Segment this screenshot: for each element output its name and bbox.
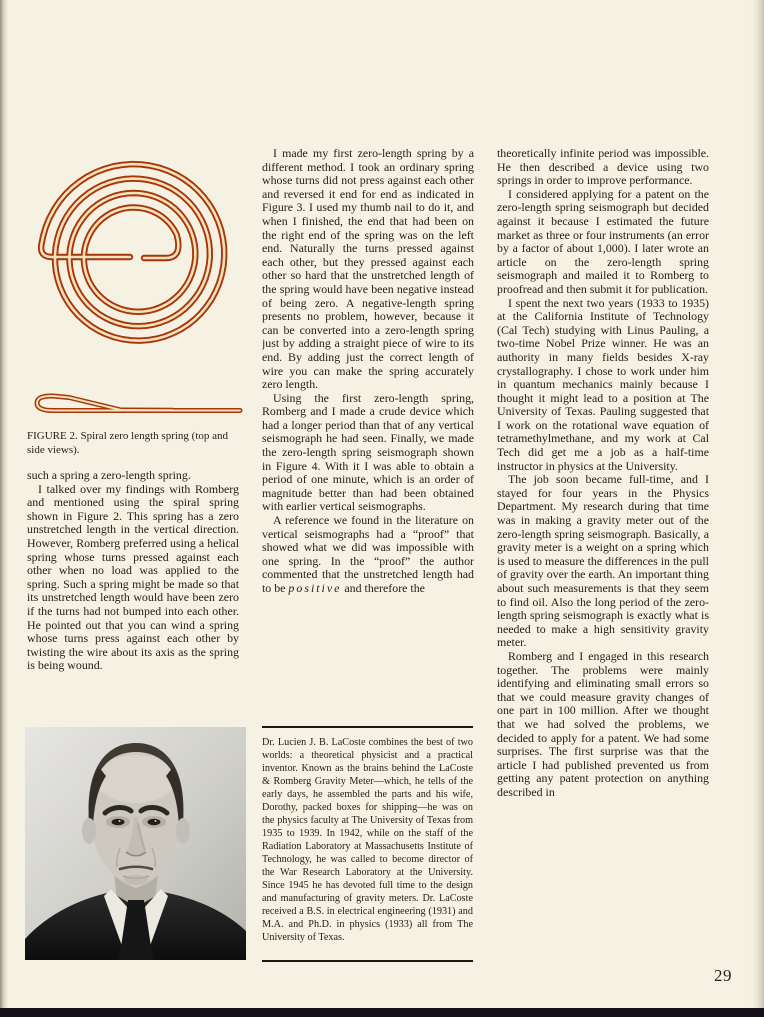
paragraph	[497, 650, 709, 800]
portrait-illustration	[25, 727, 246, 960]
text-segment: Romberg and I engaged in this research together. The problems were mainly identifying and eliminating small errors so that we could measure gravity changes of one part in 100 million. After we thought that we had solved the problems, we decided to apply for a patent. We had some surprises. The first surprise was that the article I had published prevented us from getting any patent protection on anything described in	[497, 648, 709, 799]
paragraph	[497, 297, 709, 474]
text-segment: and therefore the	[341, 581, 425, 595]
text-column-left	[27, 469, 239, 673]
figure2-caption: FIGURE 2. Spiral zero length spring (top and side views).	[27, 430, 229, 456]
text-column-middle	[262, 147, 474, 596]
lacoste-portrait-photo	[25, 727, 246, 960]
spiral-side-view	[37, 396, 240, 411]
paragraph	[262, 147, 474, 392]
text-segment: theoretically infinite period was impossible. He then described a device using two springs in order to improve performance.	[497, 147, 709, 188]
paragraph	[497, 473, 709, 650]
paragraph	[27, 469, 239, 483]
text-segment: Using the first zero-length spring, Romberg and I made a crude device which had a longer period than that of any vertical seismograph he had seen. Finally, we made the zero-length spring seismograph shown in Figure 4. With it I was able to obtain a period of one minute, which is an order of magnitude better than had been obtained with earlier vertical seismographs.	[262, 390, 474, 514]
paragraph	[262, 736, 473, 944]
spiral-spring-drawing	[23, 133, 248, 425]
text-segment: A reference we found in the literature on vertical seismographs had a “proof” that showed what we did was impossible with one spring. In the “proof” the author commented that the unstretched length had to be	[262, 513, 474, 595]
text-segment: I considered applying for a patent on the zero-length spring seismograph but decided against it because I estimated the future market as three or four instruments (an error by a factor of about 1,000). I later wrote an article on the zero-length spring seismograph and mailed it to Romberg to proofread and then submit it for publication.	[497, 186, 709, 296]
page-number: 29	[714, 966, 732, 985]
text-segment: I made my first zero-length spring by a different method. I took an ordinary spring whose turns did not press against each other and reversed it end for end as indicated in Figure 3. I used my thumb nail to do it, and when I finished, the end that had been on the right end of the spring was on the left end. Naturally the turns pressed against each other, but they pressed against each other so hard that the unstretched length of the spring would have been negative instead of being zero. A negative-length spring presents no problem, however, because it can be converted into a zero-length spring just by adding a straight piece of wire to its end. By adding just the correct length of wire you can make the spring accurately zero length.	[262, 147, 474, 392]
paragraph	[262, 514, 474, 596]
page-bottom-edge	[0, 1008, 764, 1017]
text-column-right	[497, 147, 709, 800]
page-left-binding-shadow	[0, 0, 8, 1017]
text-segment: I spent the next two years (1933 to 1935) at the California Institute of Technology (Cal Tech) studying with Linus Pauling, a two-time Nobel Prize winner. He was an authority in many fields besides X-ray crystallography. I chose to work under him in quantum mechanics mainly because I thought it might lead to a position at The University of Texas. Pauling suggested that I work on the rotational wave equation of tetramethylmethane, and my work at Cal Tech did get me a job as a half-time instructor in physics at the University.	[497, 295, 709, 473]
italic-text: positive	[288, 581, 342, 595]
paragraph	[27, 483, 239, 673]
author-bio-block	[262, 726, 473, 962]
paragraph	[497, 188, 709, 297]
page-right-edge-shadow	[751, 0, 764, 1017]
text-segment: I talked over my findings with Romberg and mentioned using the spiral spring shown in Figure 2. This spring has a zero unstretched length in the vertical direction. However, Romberg preferred using a helical spring whose turns pressed against each other when no load was applied to the spring. Such a spring might be made so that its unstretched length would have been zero if the turns had not bumped into each other. He pointed out that you can wind a spring whose turns press against each other by twisting the wire about its axis as the spring is being wound.	[27, 481, 239, 673]
text-segment: Dr. Lucien J. B. LaCoste combines the best of two worlds: a theoretical physicist and a practical inventor. Known as the brains behind the LaCoste & Romberg Gravity Meter—which, he tells of the early days, he assembled the parts and his wife, Dorothy, packed boxes for shipping—he was on the physics faculty at The University of Texas from 1935 to 1939. In 1942, while on the staff of the Radiation Laboratory at Massachusetts Institute of Technology, he was called to become director of the War Research Laboratory at the University. Since 1945 he has devoted full time to the design and manufacturing of gravity meters. Dr. LaCoste received a B.S. in electrical engineering (1931) and M.A. and Ph.D. in physics (1933) all from The University of Texas.	[262, 737, 473, 943]
paragraph	[497, 147, 709, 188]
text-segment: The job soon became full-time, and I stayed for four years in the Physics Department. My research during that time was in making a gravity meter out of the zero-length spring seismograph. Basically, a gravity meter is a weight on a spring which is used to measure the differences in the pull of gravity over the earth. An important thing about such measurements is that they seem to find oil. Also the long period of the zero-length spring seismograph is exactly what is needed to make a high sensitivity gravity meter.	[497, 472, 709, 650]
paragraph	[262, 392, 474, 514]
text-segment: such a spring a zero-length spring.	[27, 469, 191, 482]
figure2-spiral-spring-illustration	[23, 133, 248, 425]
